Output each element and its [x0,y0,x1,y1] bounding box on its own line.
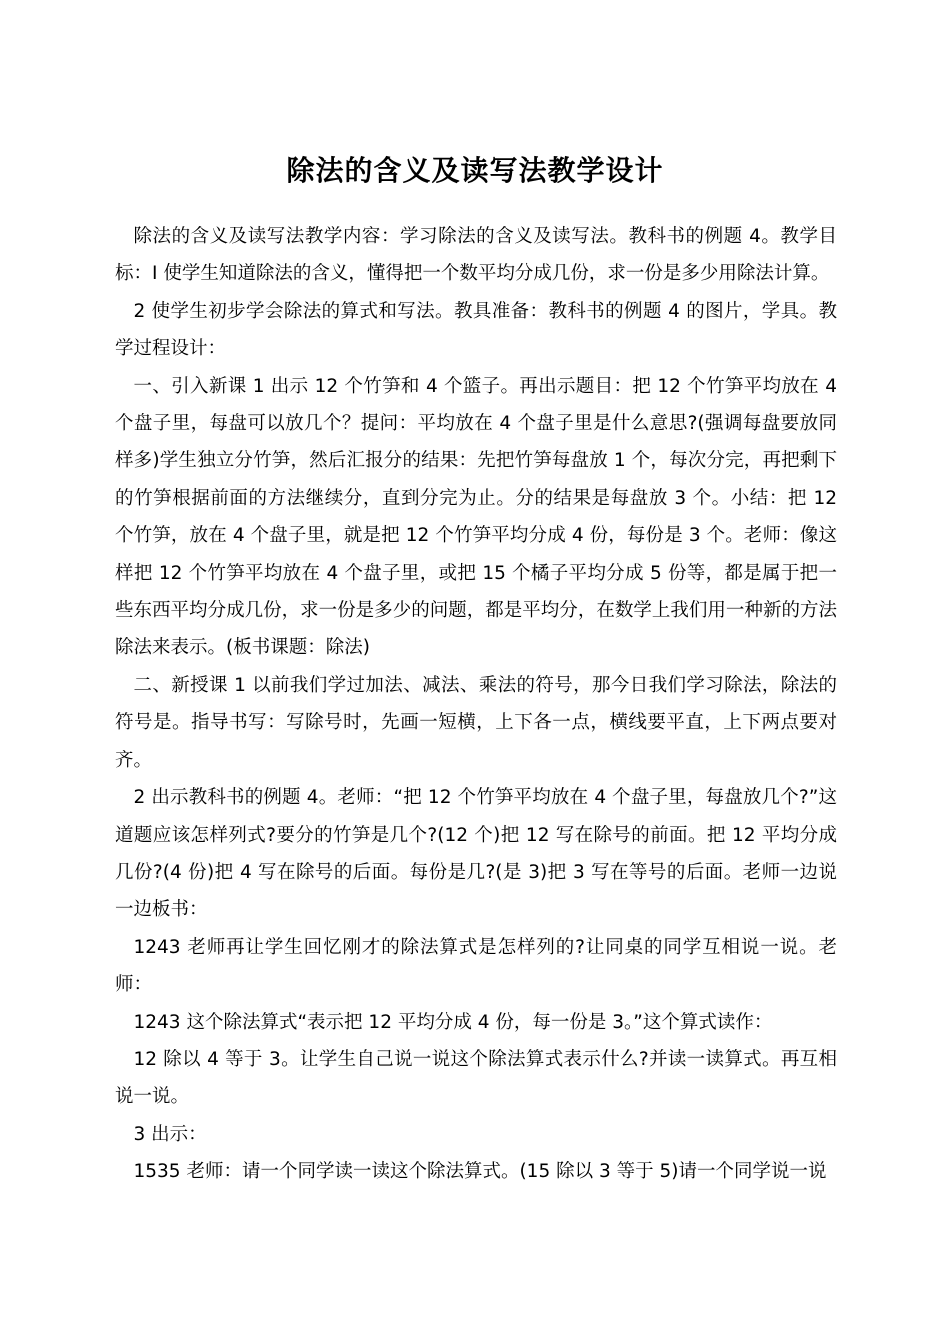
paragraph: 12 除以 4 等于 3。让学生自己说一说这个除法算式表示什么?并读一读算式。再互相说一说。 [115,1048,837,1108]
paragraph: 一、引入新课 1 出示 12 个竹笋和 4 个篮子。再出示题目：把 12 个竹笋平均放在 4 个盘子里，每盘可以放几个？提问：平均放在 4 个盘子里是什么意思?(强调每盘要放同样多)学生独立分竹笋，然后汇报分的结果：先把竹笋每盘放 1 个，每次分完，再把剩下的竹笋根据前面的方法继续分，直到分完为止。分的结果是每盘放 3 个。小结：把 12 个竹笋，放在 4 个盘子里，就是把 12 个竹笋平均分成 4 份，每份是 3 个。老师：像这样把 12 个竹笋平均放在 4 个盘子里，或把 15 个橘子平均分成 5 份等，都是属于把一些东西平均分成几份，求一份是多少的问题，都是平均分，在数学上我们用一种新的方法除法来表示。(板书课题：除法) [115,375,837,659]
paragraph: 1243 这个除法算式“表示把 12 平均分成 4 份，每一份是 3。”这个算式读作： [133,1011,773,1033]
paragraph: 2 出示教科书的例题 4。老师：“把 12 个竹笋平均放在 4 个盘子里，每盘放几个?”这道题应该怎样列式?要分的竹笋是几个?(12 个)把 12 写在除号的前面。把 12 平均分成几份?(4 份)把 4 写在除号的后面。每份是几?(是 3)把 3 写在等号的后面。老师一边说一边板书： [115,787,837,921]
page-title: 除法的含义及读写法教学设计 [286,153,664,187]
paragraph: 二、新授课 1 以前我们学过加法、减法、乘法的符号，那今日我们学习除法，除法的符号是。指导书写：写除号时，先画一短横，上下各一点，横线要平直，上下两点要对齐。 [115,674,837,771]
paragraph: 除法的含义及读写法教学内容：学习除法的含义及读写法。教科书的例题 4。教学目标：I 使学生知道除法的含义，懂得把一个数平均分成几份，求一份是多少用除法计算。 [115,226,837,285]
paragraph: 2 使学生初步学会除法的算式和写法。教具准备：教科书的例题 4 的图片，学具。教学过程设计： [115,300,837,360]
paragraph: 1243 老师再让学生回忆刚才的除法算式是怎样列的?让同桌的同学互相说一说。老师： [115,936,837,996]
paragraph: 3 出示： [133,1123,207,1145]
paragraph: 1535 老师：请一个同学读一读这个除法算式。(15 除以 3 等于 5)请一个同学说一说 [133,1161,827,1183]
document-body [115,218,837,1191]
